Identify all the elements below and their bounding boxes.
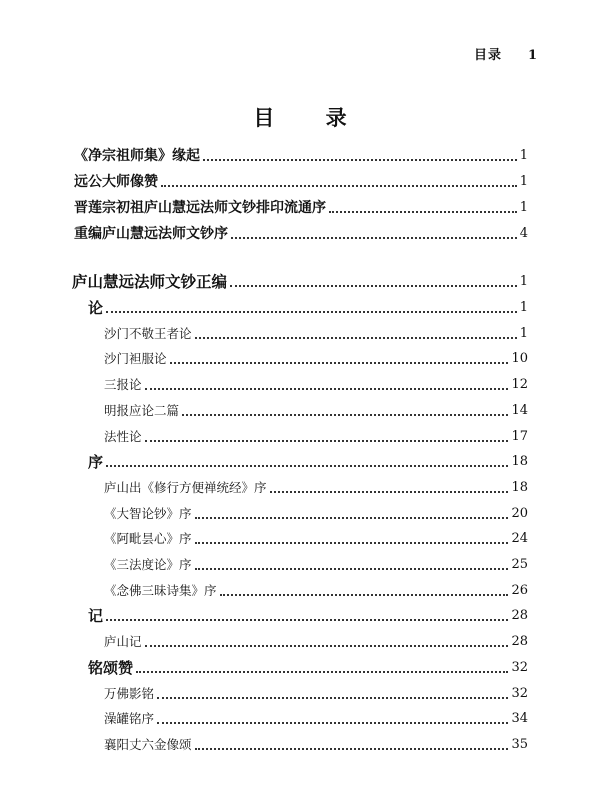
toc-entry-title: 三报论 [104, 377, 142, 393]
toc-entry[interactable] [74, 144, 528, 168]
dot-leader [203, 159, 517, 161]
toc-entry-title: 《净宗祖师集》缘起 [74, 148, 200, 164]
toc-entry[interactable] [104, 682, 528, 706]
toc-entry-title: 襄阳丈六金像颂 [104, 736, 192, 752]
toc-entry[interactable] [104, 347, 528, 371]
dot-leader [195, 542, 509, 544]
toc-entry-title: 《阿毗昙心》序 [104, 531, 192, 547]
toc-entry-page-number: 17 [511, 428, 528, 444]
page-title: 目 录 [253, 105, 369, 130]
toc-entry[interactable] [88, 296, 528, 320]
toc-entry[interactable] [104, 630, 528, 654]
toc-entry-title: 庐山记 [104, 634, 142, 650]
toc-entry[interactable] [72, 270, 528, 294]
toc-entry-page-number: 25 [511, 557, 528, 572]
dot-leader [329, 211, 517, 213]
toc-entry[interactable] [104, 579, 528, 603]
toc-entry-page-number: 1 [519, 274, 528, 289]
toc-entry-page-number: 24 [511, 531, 528, 547]
toc-entry-title: 铭颂赞 [88, 658, 134, 677]
toc-entry-title: 沙门不敬王者论 [104, 325, 192, 341]
toc-entry-title: 万佛影铭 [104, 685, 155, 701]
toc-entry-title: 重编庐山慧远法师文钞序 [74, 226, 228, 242]
dot-leader [231, 237, 517, 239]
toc-entry[interactable] [104, 425, 528, 449]
toc-entry-page-number: 1 [519, 174, 528, 189]
toc-entry[interactable] [104, 553, 528, 577]
dot-leader [136, 671, 508, 673]
dot-leader [145, 440, 509, 442]
toc-entry-page-number: 20 [511, 505, 528, 521]
toc-entry-page-number: 14 [511, 402, 528, 418]
dot-leader [195, 337, 517, 339]
toc-entry-page-number: 32 [511, 659, 528, 675]
dot-leader [220, 594, 509, 596]
toc-entry[interactable] [104, 502, 528, 526]
toc-entry[interactable] [104, 322, 528, 346]
dot-leader [170, 362, 509, 364]
toc-entry[interactable] [74, 222, 528, 246]
toc-entry[interactable] [104, 527, 528, 551]
toc-entry-page-number: 28 [511, 634, 528, 650]
dot-leader [157, 722, 508, 724]
toc-entry[interactable] [104, 399, 528, 423]
toc-entry-page-number: 1 [519, 148, 528, 163]
toc-entry[interactable] [104, 733, 528, 757]
dot-leader [270, 491, 509, 493]
dot-leader [182, 414, 508, 416]
toc-entry-page-number: 4 [519, 226, 528, 241]
toc-entry-title: 庐山出《修行方便禅统经》序 [104, 479, 267, 495]
toc-entry[interactable] [88, 656, 528, 680]
toc-entry-title: 法性论 [104, 428, 142, 444]
toc-entry-page-number: 10 [511, 351, 528, 367]
dot-leader [106, 311, 517, 313]
toc-entry-page-number: 34 [511, 711, 528, 727]
toc-entry-page-number: 12 [511, 377, 528, 393]
toc-entry-title: 远公大师像赞 [74, 174, 158, 190]
toc-entry-page-number: 1 [519, 325, 528, 341]
toc-entry[interactable] [104, 707, 528, 731]
toc-entry-title: 庐山慧远法师文钞正编 [72, 273, 228, 291]
toc-entry[interactable] [104, 476, 528, 500]
running-header [474, 44, 538, 63]
toc-entry[interactable] [104, 373, 528, 397]
running-header-page-number: 1 [527, 48, 538, 63]
dot-leader [161, 185, 517, 187]
toc-entry[interactable] [88, 450, 528, 474]
toc-entry-page-number: 28 [511, 608, 528, 624]
toc-entry-title: 澡罐铭序 [104, 711, 155, 727]
toc-entry-title: 沙门袒服论 [104, 351, 167, 367]
toc-entry-title: 《三法度论》序 [104, 557, 192, 572]
dot-leader [195, 568, 509, 570]
dot-leader [145, 645, 509, 647]
toc-entry-page-number: 35 [511, 736, 528, 752]
toc-entry-title: 明报应论二篇 [104, 402, 180, 418]
toc-entry[interactable] [88, 604, 528, 628]
toc-entry-title: 记 [88, 607, 104, 626]
toc-entry-title: 《念佛三昧诗集》序 [104, 582, 217, 598]
toc-entry-title: 论 [88, 299, 104, 317]
dot-leader [145, 388, 509, 390]
dot-leader [157, 697, 508, 699]
toc-entry-title: 《大智论钞》序 [104, 505, 192, 521]
running-header-title: 目录 [473, 48, 502, 63]
toc-entry-page-number: 26 [511, 582, 528, 598]
toc-entry-page-number: 1 [519, 200, 528, 215]
toc-entry-page-number: 1 [519, 300, 528, 315]
toc-entry-page-number: 32 [511, 685, 528, 701]
dot-leader [230, 285, 517, 287]
dot-leader [106, 619, 508, 621]
toc-entry[interactable] [74, 196, 528, 220]
toc-entry-page-number: 18 [511, 454, 528, 470]
toc-entry-title: 序 [88, 453, 104, 472]
dot-leader [106, 465, 508, 467]
dot-leader [195, 748, 509, 750]
toc-entry[interactable] [74, 170, 528, 194]
toc-entry-title: 晋莲宗初祖庐山慧远法师文钞排印流通序 [74, 200, 326, 216]
dot-leader [195, 517, 509, 519]
toc-entry-page-number: 18 [511, 479, 528, 495]
